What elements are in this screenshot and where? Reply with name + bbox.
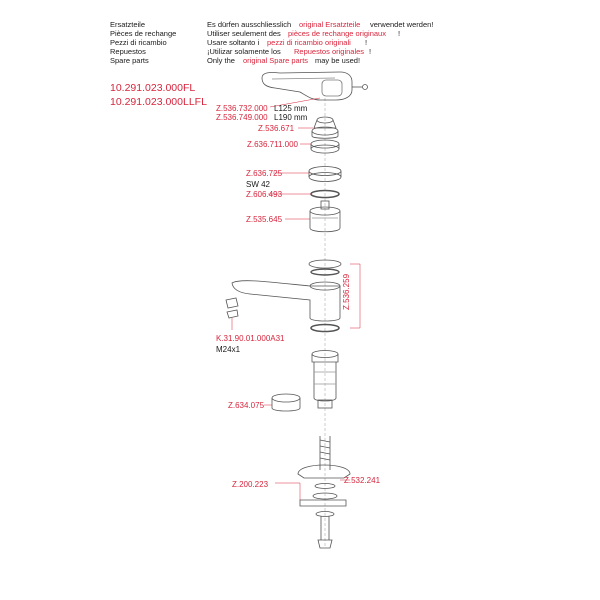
lang-label: Pièces de rechange xyxy=(110,29,177,38)
part-number: Z.636.711.000 xyxy=(247,140,299,149)
aerator-part xyxy=(226,298,238,318)
instruction-highlight: pezzi di ricambio originali xyxy=(267,38,351,47)
model-number: 10.291.023.000FL xyxy=(110,82,196,94)
part-note: SW 42 xyxy=(246,180,271,189)
part-number: Z.536.259 xyxy=(342,273,351,310)
instruction-highlight: Repuestos originales xyxy=(294,47,365,56)
instruction-highlight: pièces de rechange originaux xyxy=(288,29,386,38)
instruction-tail: may be used! xyxy=(315,56,361,65)
lever-handle-part xyxy=(262,72,368,100)
part-number: Z.536.671 xyxy=(258,124,295,133)
part-number: Z.636.725 xyxy=(246,169,283,178)
part-number: Z.532.241 xyxy=(344,476,381,485)
lang-label: Ersatzteile xyxy=(110,20,146,29)
model-number: 10.291.023.000LLFL xyxy=(110,96,207,108)
part-number: Z.606.493 xyxy=(246,190,283,199)
instruction-tail: verwendet werden! xyxy=(370,20,434,29)
instruction-text: Utiliser seulement des xyxy=(207,29,281,38)
mounting-set-part xyxy=(298,436,350,548)
part-size: L125 mm xyxy=(274,104,308,113)
instruction-text: ¡Utilizar solamente los xyxy=(207,47,281,56)
bracket-line xyxy=(350,264,360,328)
instruction-tail: ! xyxy=(365,38,368,47)
leader-line xyxy=(275,483,300,500)
part-note: M24x1 xyxy=(216,345,241,354)
lang-label: Spare parts xyxy=(110,56,149,65)
instruction-text: Es dürfen ausschliesslich xyxy=(207,20,292,29)
lang-label: Pezzi di ricambio xyxy=(110,38,167,47)
part-number: Z.536.749.000 xyxy=(216,113,268,122)
part-number: K.31.90.01.000A31 xyxy=(216,334,285,343)
instruction-highlight: original Spare parts xyxy=(243,56,309,65)
part-number: Z.535.645 xyxy=(246,215,283,224)
instruction-tail: ! xyxy=(398,29,401,38)
ring-part xyxy=(311,140,339,153)
part-number: Z.634.075 xyxy=(228,401,265,410)
locking-ring-part xyxy=(272,394,300,411)
instruction-text: Usare soltanto i xyxy=(207,38,260,47)
instruction-tail: ! xyxy=(369,47,372,56)
part-size: L190 mm xyxy=(274,113,308,122)
spout-body-part xyxy=(232,260,341,332)
instruction-text: Only the xyxy=(207,56,235,65)
lang-label: Repuestos xyxy=(110,47,146,56)
part-number: Z.536.732.000 xyxy=(216,104,268,113)
instruction-highlight: original Ersatzteile xyxy=(299,20,361,29)
part-number: Z.200.223 xyxy=(232,480,269,489)
